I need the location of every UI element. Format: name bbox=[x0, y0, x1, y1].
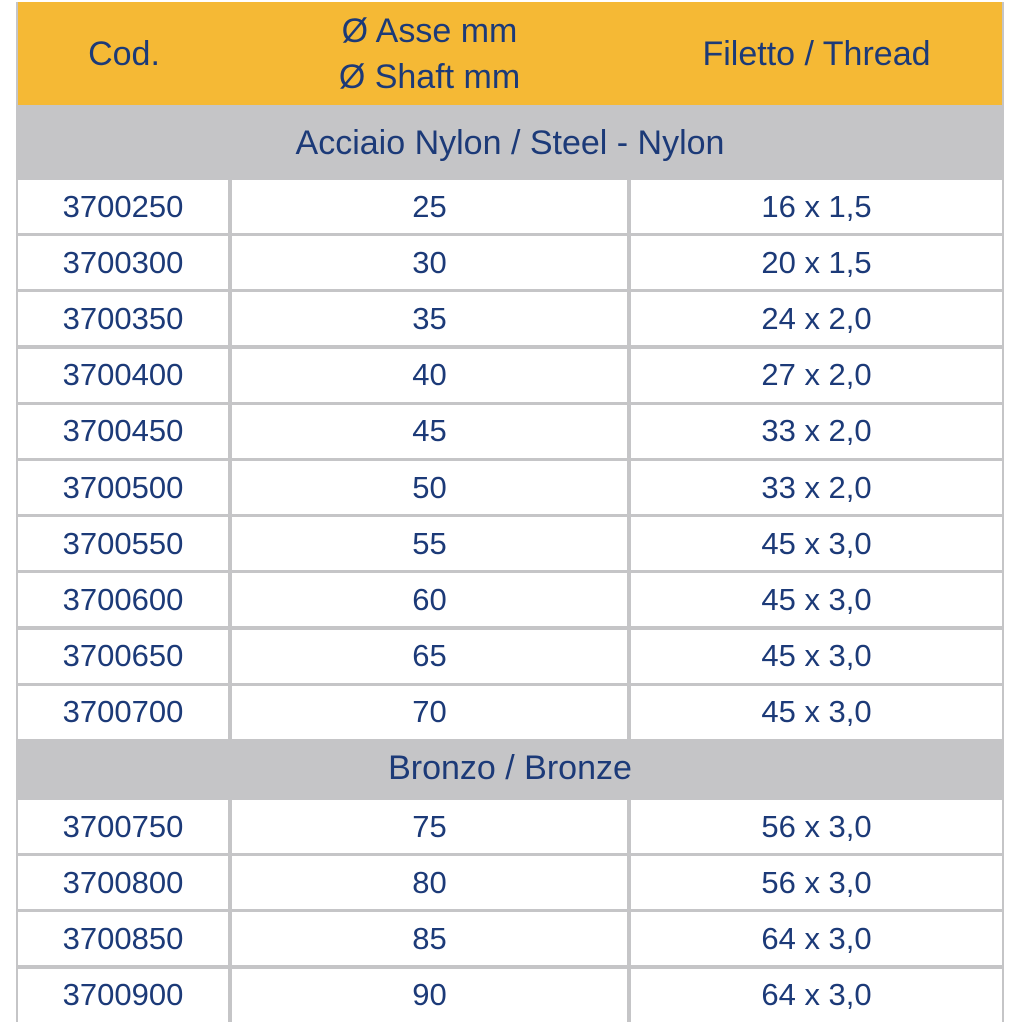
shaft-cell: 90 bbox=[232, 969, 627, 1022]
header-thread bbox=[631, 2, 1002, 105]
header-shaft-line2: Ø Shaft mm bbox=[338, 57, 521, 96]
table-row bbox=[18, 686, 1002, 739]
table-header bbox=[18, 2, 1002, 105]
table-row bbox=[18, 573, 1002, 626]
table-row bbox=[18, 236, 1002, 289]
thread-cell: 64 x 3,0 bbox=[631, 912, 1002, 965]
table-row bbox=[18, 180, 1002, 233]
table-row bbox=[18, 461, 1002, 514]
code-cell: 3700750 bbox=[18, 800, 228, 853]
code-cell: 3700700 bbox=[18, 686, 228, 739]
table-row bbox=[18, 800, 1002, 853]
table-row bbox=[18, 969, 1002, 1022]
shaft-cell: 55 bbox=[232, 517, 627, 570]
code-cell: 3700400 bbox=[18, 349, 228, 402]
table-row bbox=[18, 405, 1002, 458]
shaft-cell: 70 bbox=[232, 686, 627, 739]
thread-cell: 24 x 2,0 bbox=[631, 292, 1002, 345]
code-cell: 3700350 bbox=[18, 292, 228, 345]
shaft-cell: 40 bbox=[232, 349, 627, 402]
code-cell: 3700600 bbox=[18, 573, 228, 626]
thread-cell: 33 x 2,0 bbox=[631, 405, 1002, 458]
code-cell: 3700800 bbox=[18, 856, 228, 909]
shaft-cell: 25 bbox=[232, 180, 627, 233]
shaft-cell: 85 bbox=[232, 912, 627, 965]
table-row bbox=[18, 517, 1002, 570]
shaft-cell: 65 bbox=[232, 630, 627, 683]
thread-cell: 20 x 1,5 bbox=[631, 236, 1002, 289]
thread-cell: 16 x 1,5 bbox=[631, 180, 1002, 233]
product-table bbox=[16, 2, 1004, 1022]
thread-cell: 45 x 3,0 bbox=[631, 686, 1002, 739]
code-cell: 3700500 bbox=[18, 461, 228, 514]
header-code-label: Cod. bbox=[88, 34, 160, 73]
header-code bbox=[18, 2, 230, 105]
shaft-cell: 30 bbox=[232, 236, 627, 289]
shaft-cell: 80 bbox=[232, 856, 627, 909]
table-row bbox=[18, 856, 1002, 909]
thread-cell: 45 x 3,0 bbox=[631, 517, 1002, 570]
shaft-cell: 45 bbox=[232, 405, 627, 458]
table-row bbox=[18, 292, 1002, 345]
code-cell: 3700450 bbox=[18, 405, 228, 458]
code-cell: 3700850 bbox=[18, 912, 228, 965]
code-cell: 3700300 bbox=[18, 236, 228, 289]
code-cell: 3700550 bbox=[18, 517, 228, 570]
table-row bbox=[18, 912, 1002, 965]
thread-cell: 45 x 3,0 bbox=[631, 630, 1002, 683]
header-thread-label: Filetto / Thread bbox=[702, 34, 931, 73]
code-cell: 3700900 bbox=[18, 969, 228, 1022]
thread-cell: 45 x 3,0 bbox=[631, 573, 1002, 626]
thread-cell: 64 x 3,0 bbox=[631, 969, 1002, 1022]
section-title: Acciaio Nylon / Steel - Nylon bbox=[18, 109, 1002, 178]
code-cell: 3700650 bbox=[18, 630, 228, 683]
table-row bbox=[18, 349, 1002, 402]
thread-cell: 27 x 2,0 bbox=[631, 349, 1002, 402]
thread-cell: 56 x 3,0 bbox=[631, 800, 1002, 853]
shaft-cell: 35 bbox=[232, 292, 627, 345]
header-shaft bbox=[232, 2, 627, 105]
shaft-cell: 75 bbox=[232, 800, 627, 853]
header-shaft-line1: Ø Asse mm bbox=[341, 11, 518, 50]
thread-cell: 33 x 2,0 bbox=[631, 461, 1002, 514]
thread-cell: 56 x 3,0 bbox=[631, 856, 1002, 909]
code-cell: 3700250 bbox=[18, 180, 228, 233]
shaft-cell: 60 bbox=[232, 573, 627, 626]
shaft-cell: 50 bbox=[232, 461, 627, 514]
section-title: Bronzo / Bronze bbox=[18, 739, 1002, 797]
table-row bbox=[18, 630, 1002, 683]
